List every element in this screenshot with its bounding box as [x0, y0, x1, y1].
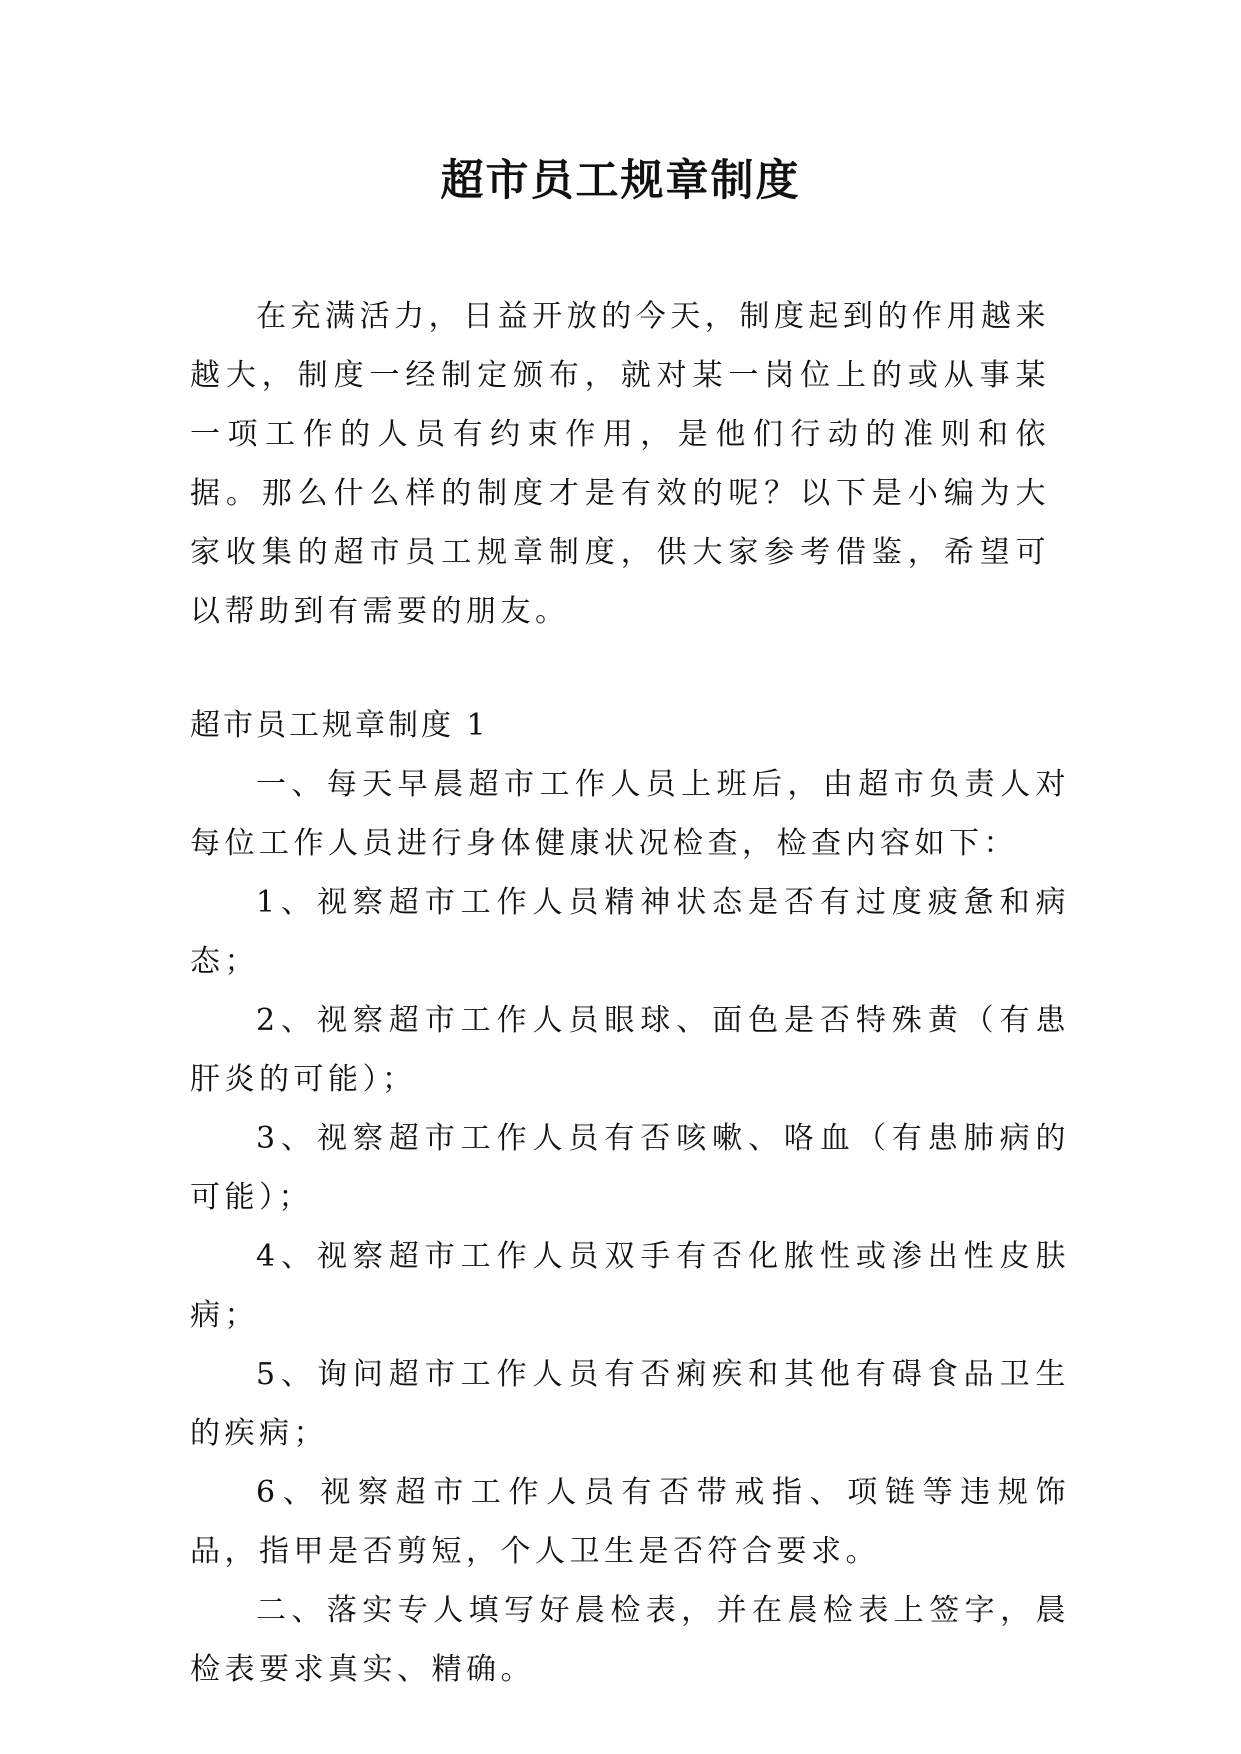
- section-1-paragraph-2: 1、视察超市工作人员精神状态是否有过度疲惫和病态；: [190, 885, 1070, 979]
- section-1-paragraph-5: 4、视察超市工作人员双手有否化脓性或渗出性皮肤病；: [190, 1239, 1070, 1333]
- intro-paragraph: 在充满活力，日益开放的今天，制度起到的作用越来越大，制度一经制定颁布，就对某一岗位上的或从事某一项工作的人员有约束作用，是他们行动的准则和依据。那么什么样的制度才是有效的呢？以下是小编为大家收集的超市员工规章制度，供大家参考借鉴，希望可以帮助到有需要的朋友。: [190, 299, 1050, 629]
- section-1-heading: 超市员工规章制度 1: [190, 708, 489, 743]
- section-1-paragraph-1: 一、每天早晨超市工作人员上班后，由超市负责人对每位工作人员进行身体健康状况检查，检查内容如下：: [190, 767, 1070, 861]
- section-1-paragraph-6: 5、询问超市工作人员有否痢疾和其他有碍食品卫生的疾病；: [190, 1357, 1070, 1451]
- document-title: 超市员工规章制度: [440, 156, 801, 206]
- section-1: [190, 696, 1070, 1699]
- section-1-paragraph-3: 2、视察超市工作人员眼球、面色是否特殊黄（有患肝炎的可能）；: [190, 1003, 1070, 1097]
- section-1-paragraph-4: 3、视察超市工作人员有否咳嗽、咯血（有患肺病的可能）；: [190, 1121, 1070, 1215]
- section-1-paragraph-8: 二、落实专人填写好晨检表，并在晨检表上签字，晨检表要求真实、精确。: [190, 1593, 1070, 1687]
- section-1-paragraph-7: 6、视察超市工作人员有否带戒指、项链等违规饰品，指甲是否剪短，个人卫生是否符合要求。: [190, 1475, 1070, 1569]
